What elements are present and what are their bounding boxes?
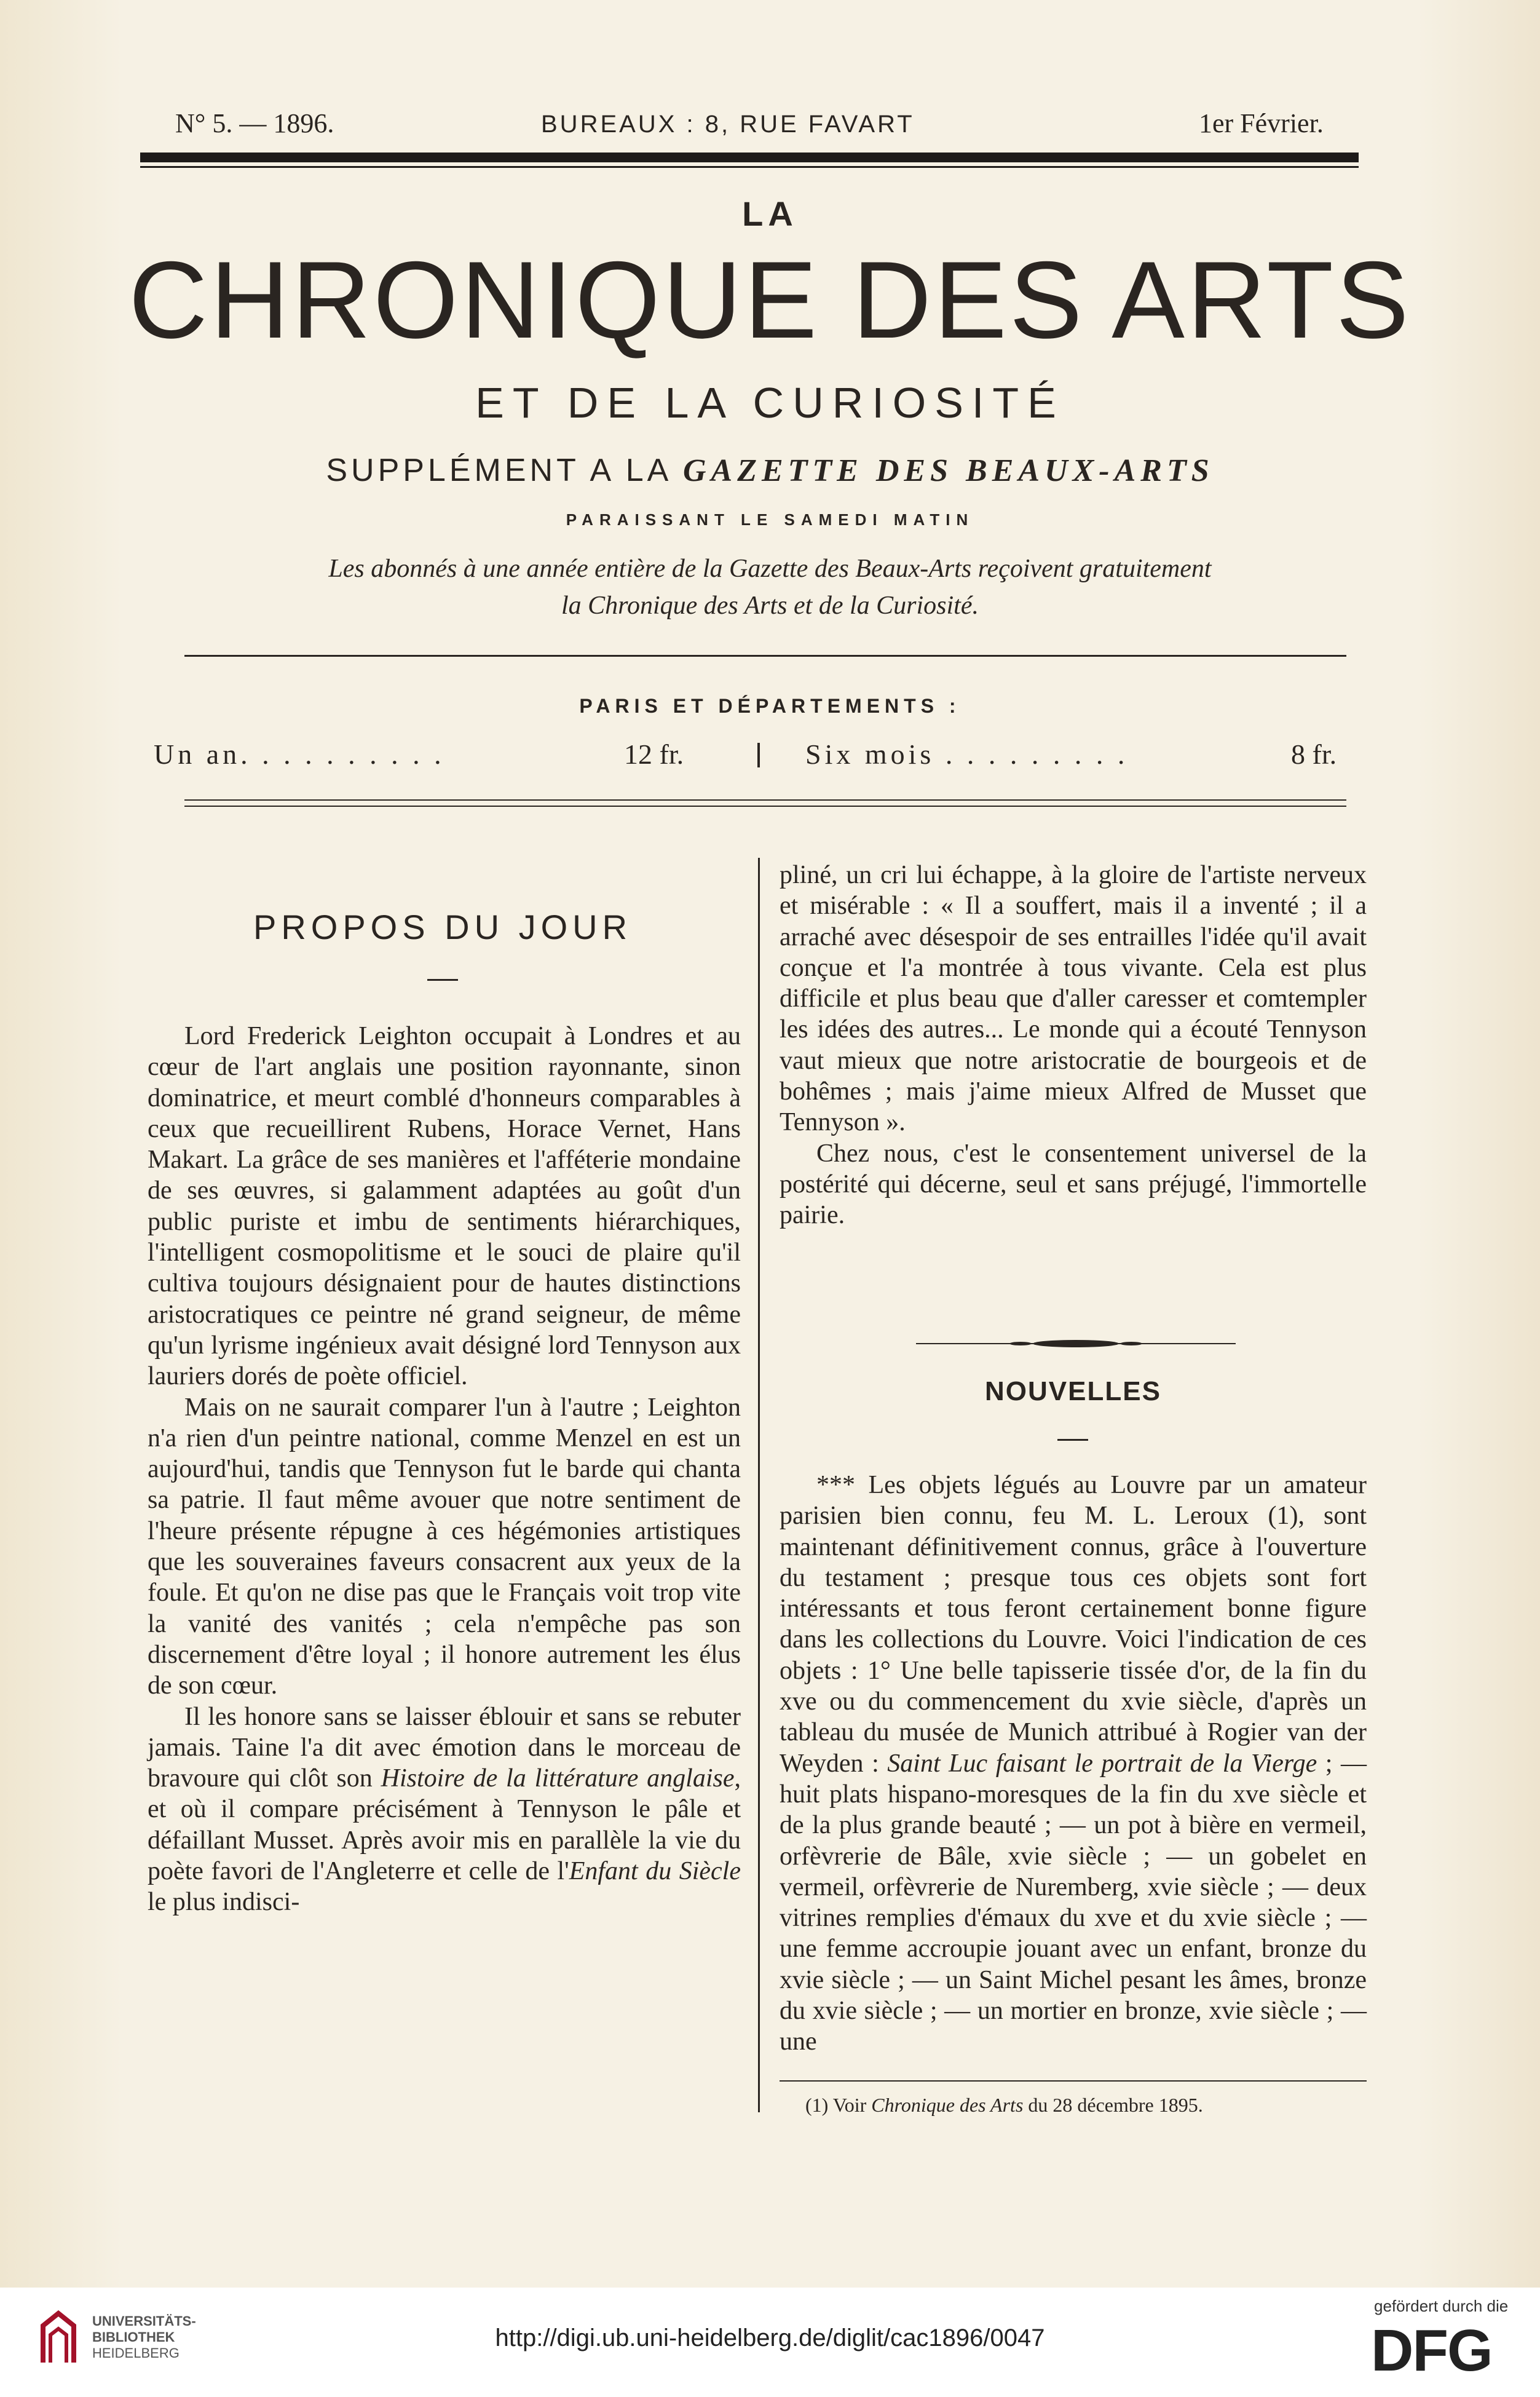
subscription-six-label: Six mois . . . . . . . . . xyxy=(805,739,1129,770)
masthead-la: LA xyxy=(742,194,798,233)
library-name-2: BIBLIOTHEK xyxy=(92,2329,175,2345)
abonnes-line-2: la Chronique des Arts et de la Curiosité. xyxy=(561,592,979,620)
masthead-subtitle: ET DE LA CURIOSITÉ xyxy=(475,379,1065,427)
subscription-divider xyxy=(757,743,760,767)
issue-number: N° 5. — 1896. xyxy=(175,108,334,138)
library-name-1: UNIVERSITÄTS- xyxy=(92,2313,196,2329)
masthead-title: CHRONIQUE DES ARTS xyxy=(128,239,1412,361)
issue-date: 1er Février. xyxy=(1199,108,1324,138)
propos-paragraph-3 xyxy=(148,1702,741,1918)
masthead-paraissant: PARAISSANT LE SAMEDI MATIN xyxy=(566,510,974,529)
supplement-prefix: SUPPLÉMENT A LA xyxy=(326,453,671,488)
nouvelles-dash xyxy=(1057,1439,1088,1441)
subscription-six-price: 8 fr. xyxy=(1291,739,1337,770)
header-thick-rule xyxy=(140,153,1359,162)
propos-p3-italic-2: Enfant du Siècle xyxy=(569,1857,741,1886)
subscription-heading: PARIS ET DÉPARTEMENTS : xyxy=(579,695,961,717)
propos-continued-paragraph-2: Chez nous, c'est le consentement universel de la postérité qui décerne, seul et sans préjugé, l'immortelle pairie. xyxy=(780,1139,1367,1230)
propos-body xyxy=(148,1021,741,1918)
footnote-b: du 28 décembre 1895. xyxy=(1023,2094,1203,2116)
footnote-italic: Chronique des Arts xyxy=(871,2094,1024,2116)
abonnes-line-1: Les abonnés à une année entière de la Gazette des Beaux-Arts reçoivent gratuitement xyxy=(328,555,1212,583)
source-url[interactable]: http://digi.ub.uni-heidelberg.de/diglit/cac1896/0047 xyxy=(495,2324,1045,2351)
nouvelles-p1-b: ; — huit plats hispano-moresques de la fin du xve siècle et de la plus grande beauté ; — un pot à bière en vermeil, orfèvrerie de Bâle, xvie siècle ; — un gobelet en vermeil, orfèvrerie de Nuremberg, xvie siècle ; — deux vitrines remplies d'émaux du xve et du xvie siècle ; — une femme accroupie jouant avec un enfant, bronze du xvie siècle ; — un Saint Michel pesant les âmes, bronze du xvie siècle ; — un mortier en bronze, xvie siècle ; — une xyxy=(780,1749,1367,2056)
nouvelles-p1-a: *** Les objets légués au Louvre par un amateur parisien bien connu, feu M. L. Leroux (1), sont maintenant définitivement connus, grâce à l'ouverture du testament ; presque tous ces objets sont fort intéressants et tous feront certainement bonne figure dans les collections du Louvre. Voici l'indication de ces objets : 1° Une belle tapisserie tissée d'or, de la fin du xve ou du commencement du xvie siècle, d'après un tableau du musée de Munich attribué à Rogier van der Weyden : xyxy=(780,1471,1367,1778)
subscription-rule-2 xyxy=(184,806,1346,807)
propos-dash xyxy=(427,979,458,981)
masthead-supplement xyxy=(0,452,1540,489)
funded-by-label: gefördert durch die xyxy=(1374,2297,1509,2315)
nouvelles-body xyxy=(780,1470,1367,2058)
masthead-separator xyxy=(184,655,1346,657)
library-name-3: HEIDELBERG xyxy=(92,2345,180,2361)
footnote-a: (1) Voir xyxy=(805,2094,872,2116)
propos-p3-b: , et où il compare précisément à Tennyson le pâle et défaillant Musset. Après avoir mis en parallèle la vie du poète favori de l'Angleterre et celle de l' xyxy=(148,1764,741,1886)
nouvelles-p1-italic: Saint Luc faisant le portrait de la Vierge xyxy=(887,1749,1317,1778)
nouvelles-paragraph-1 xyxy=(780,1470,1367,2058)
propos-continued-paragraph-1: pliné, un cri lui échappe, à la gloire de l'artiste nerveux et misérable : « Il a souffert, mais il a inventé ; il a arraché avec désespoir de ses entrailles l'idée qu'il avait conçue et l'a montrée à tous vivante. Cela est plus difficile et plus beau que d'aller caresser et comtempler les idées des autres... Le monde qui a écouté Tennyson vaut mieux que notre aristocratie de bourgeois et de bohêmes ; mais j'aime mieux Alfred de Musset que Tennyson ». xyxy=(780,861,1367,1137)
subscription-year-label: Un an. . . . . . . . . . xyxy=(154,739,445,770)
propos-p3-a: Il les honore sans se laisser éblouir et sans se rebuter jamais. Taine l'a dit avec émotion dans le morceau de bravoure qui clôt son xyxy=(148,1702,741,1793)
supplement-gazette: GAZETTE DES BEAUX-ARTS xyxy=(682,453,1214,488)
dfg-logo: DFG xyxy=(1371,2318,1492,2383)
masthead-abonnes xyxy=(0,550,1540,624)
propos-p3-c: le plus indisci- xyxy=(148,1888,300,1917)
propos-title: PROPOS DU JOUR xyxy=(253,908,633,946)
column-divider xyxy=(758,858,760,2112)
propos-p3-italic-1: Histoire de la littérature anglaise xyxy=(381,1764,735,1793)
propos-continued xyxy=(780,860,1367,1231)
subscription-rule-1 xyxy=(184,799,1346,801)
propos-paragraph-1: Lord Frederick Leighton occupait à Londres et au cœur de l'art anglais une position rayonnante, sinon dominatrice, et meurt comblé d'honneurs comparables à ceux que recueillirent Rubens, Horace Vernet, Hans Makart. La grâce de ses manières et l'afféterie mondaine de ses œuvres, si galamment adaptées au goût d'un public puriste et imbu de sentiments hiérarchiques, l'intelligent cosmopolitisme et le souci de plaire qu'il cultiva toujours désignaient pour de hautes distinctions aristocratiques ce peintre né grand seigneur, de même qu'un lyrisme ingénieux avait désigné lord Tennyson aux lauriers dorés de poète officiel. xyxy=(148,1022,741,1391)
footnote-rule xyxy=(780,2080,1367,2082)
nouvelles-title: NOUVELLES xyxy=(985,1376,1161,1406)
ornament-divider xyxy=(916,1339,1236,1348)
subscription-year-price: 12 fr. xyxy=(624,739,684,770)
footnote xyxy=(805,2094,1203,2117)
bureaux-address: BUREAUX : 8, RUE FAVART xyxy=(541,111,915,138)
header-thin-rule xyxy=(140,166,1359,168)
propos-paragraph-2: Mais on ne saurait comparer l'un à l'autre ; Leighton n'a rien d'un peintre national, comme Menzel en est un aujourd'hui, tandis que Tennyson fut le barde qui chanta sa patrie. Il faut même avouer que notre sentiment de l'heure présente répugne à ces hégémonies artistiques que les souveraines faveurs consacrent aux yeux de la foule. Et qu'on ne dise pas que le Français voit trop vite la vanité des vanités ; cela n'empêche pas son discernement d'être loyal ; il honore autrement les élus de son cœur. xyxy=(148,1393,741,1700)
